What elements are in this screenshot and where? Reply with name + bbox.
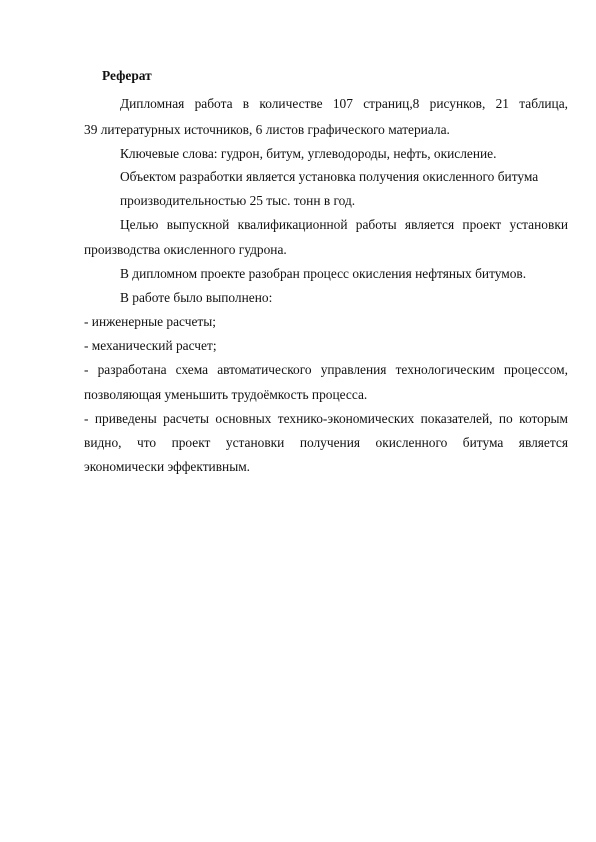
list-item: - механический расчет; xyxy=(84,338,217,353)
text-line: Ключевые слова: гудрон, битум, углеводороды, нефть, окисление. xyxy=(120,146,497,161)
text-line: производительностью 25 тыс. тонн в год. xyxy=(120,193,356,208)
text-line: В работе было выполнено: xyxy=(120,290,273,305)
list-item: - разработана схема автоматического управления технологическим процессом, xyxy=(84,362,568,377)
text-line: Целью выпускной квалификационной работы является проект установки xyxy=(120,217,568,232)
list-item: - приведены расчеты основных технико-экономических показателей, по которым xyxy=(84,411,568,426)
list-item: - инженерные расчеты; xyxy=(84,314,216,329)
text-line: позволяющая уменьшить трудоёмкость процесса. xyxy=(84,387,368,402)
text-line: видно, что проект установки получения окисленного битума является xyxy=(84,435,568,450)
text-line: 39 литературных источников, 6 листов графического материала. xyxy=(84,122,450,137)
text-line: экономически эффективным. xyxy=(84,459,251,474)
text-line: Объектом разработки является установка получения окисленного битума xyxy=(120,169,539,184)
abstract-heading: Реферат xyxy=(102,68,152,83)
text-line: производства окисленного гудрона. xyxy=(84,242,287,257)
text-line: В дипломном проекте разобран процесс окисления нефтяных битумов. xyxy=(120,266,527,281)
text-line: Дипломная работа в количестве 107 страниц,8 рисунков, 21 таблица, xyxy=(120,96,568,111)
